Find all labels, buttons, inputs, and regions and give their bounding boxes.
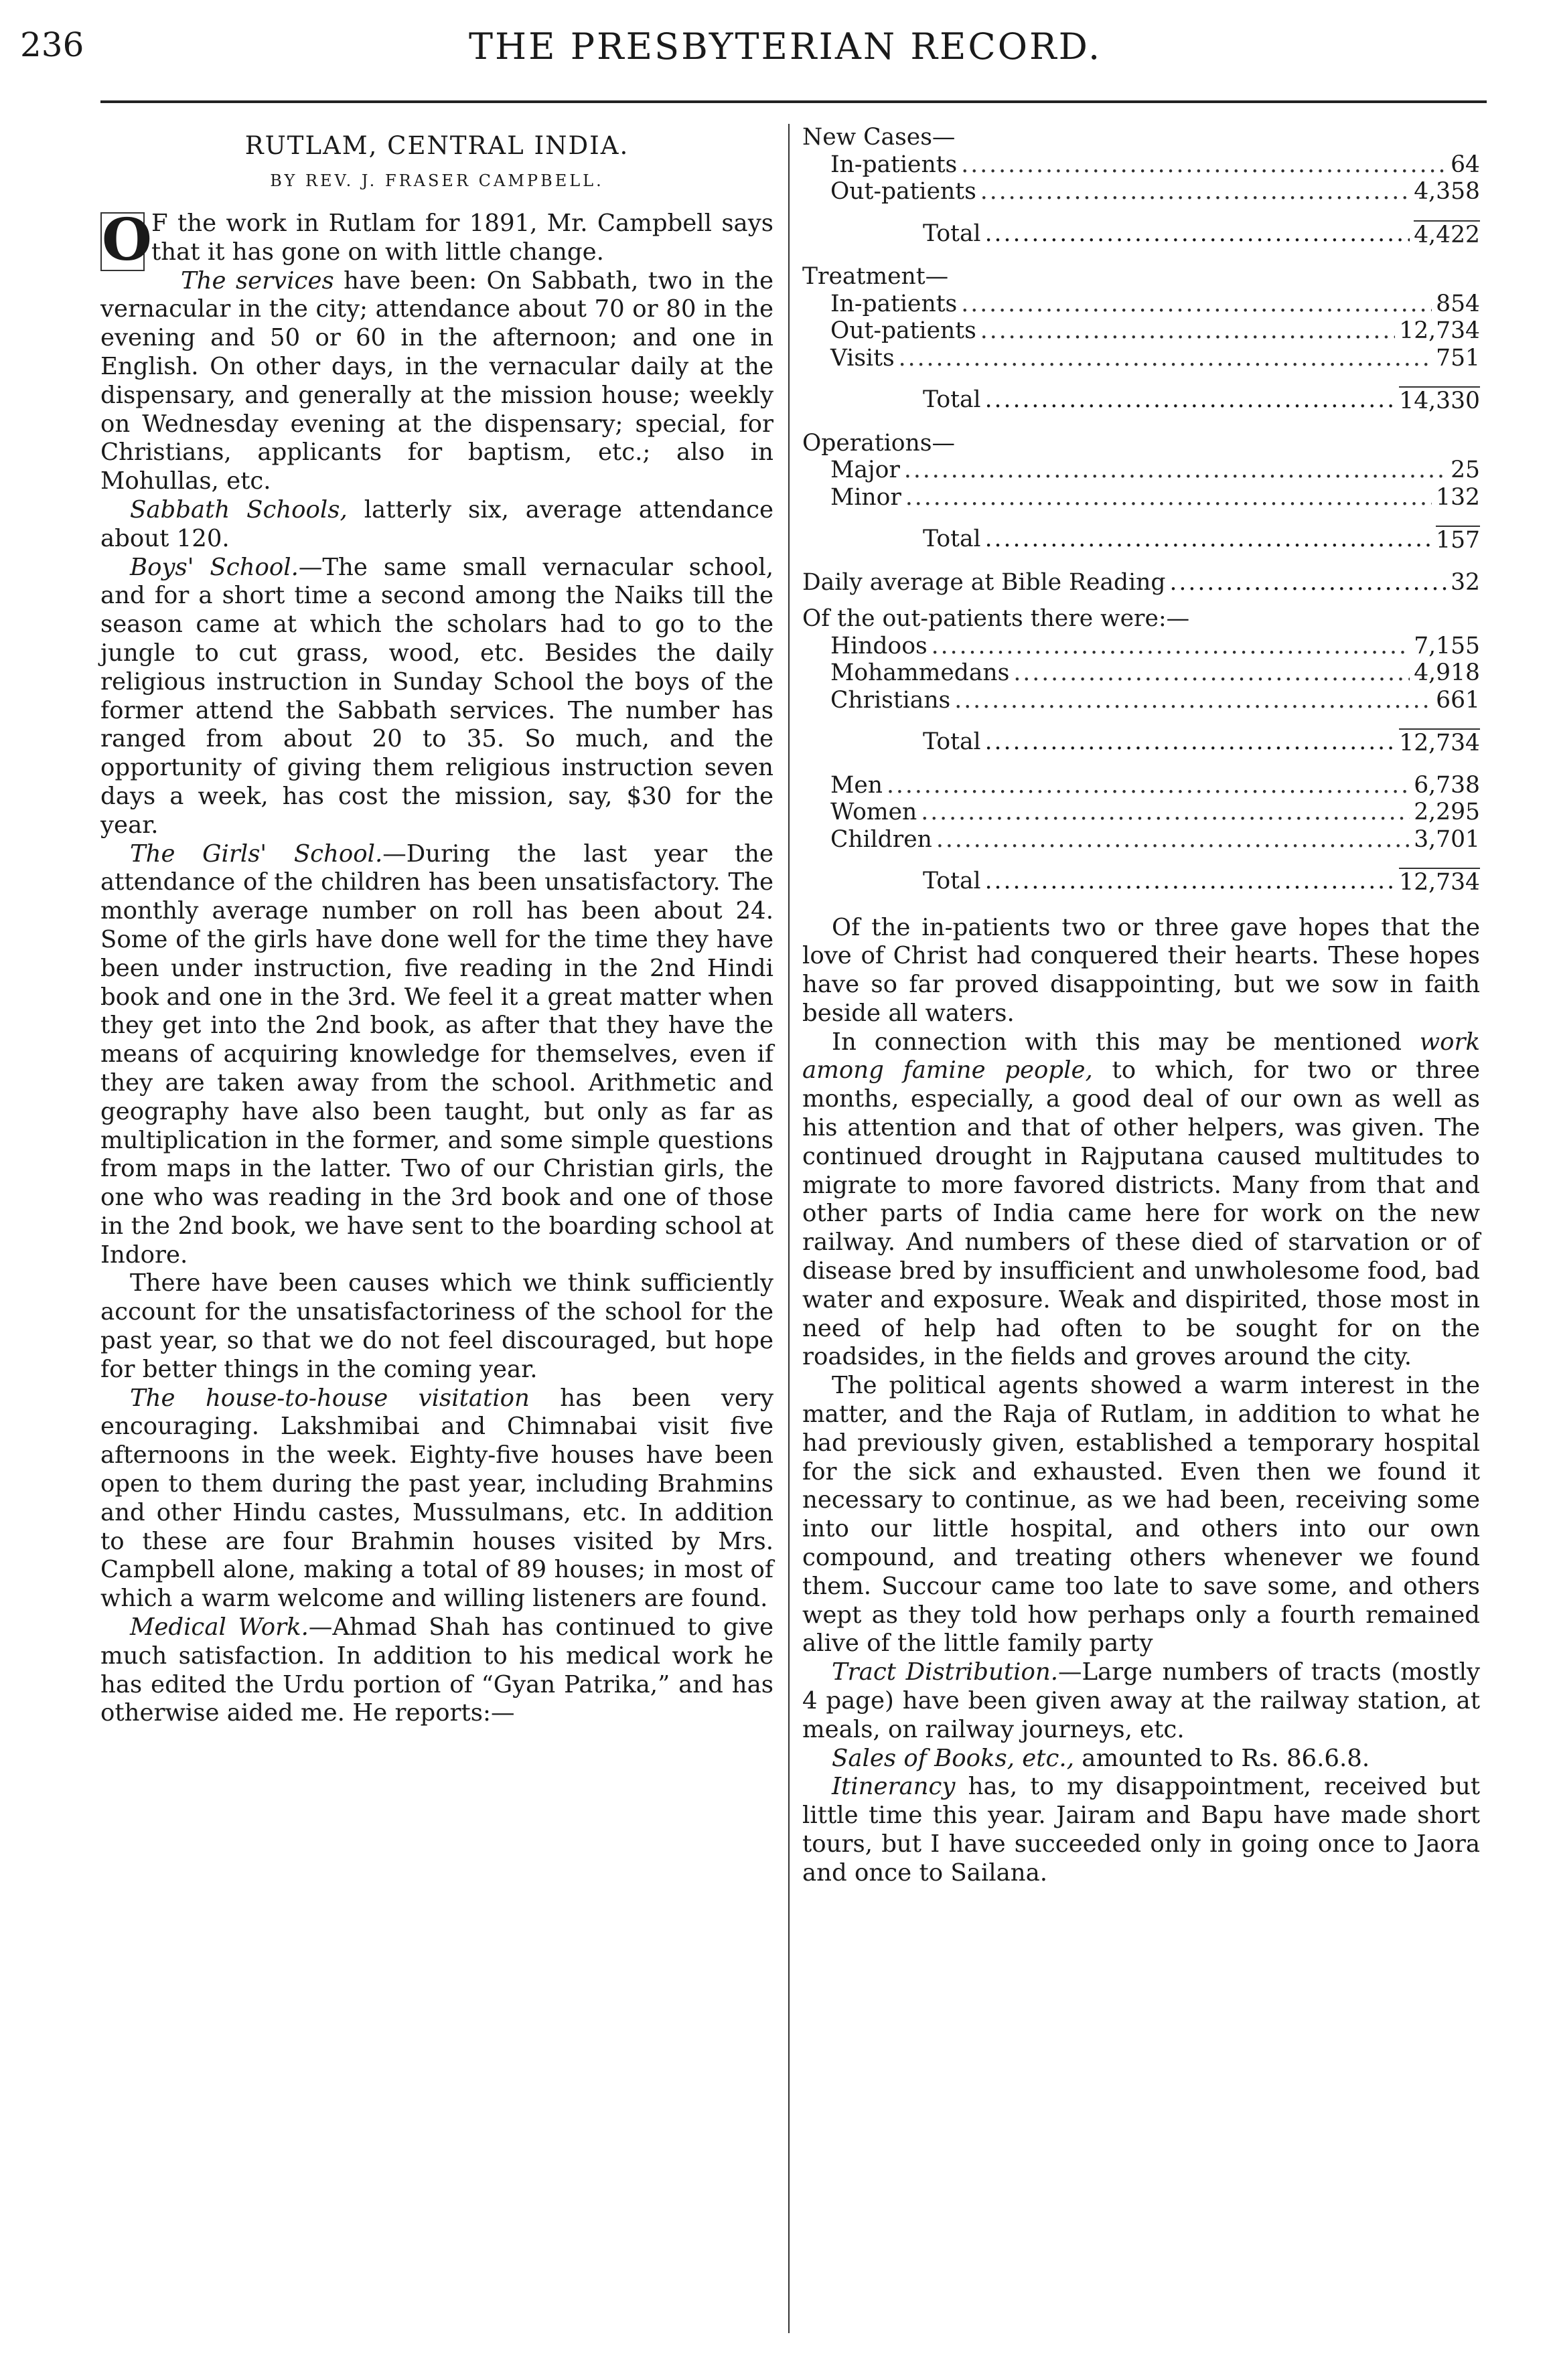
services-paragraph [100,267,773,496]
stat-label: Women [830,799,917,825]
stat-value: 64 [1451,151,1480,178]
paragraph-lead: Sabbath Schools, [130,495,348,524]
paragraph-text: have been: On Sabbath, two in the vernacular in the city; attendance about 70 or 80 in the evening and 50 or 60 in the afternoon; and one in English. On other days, in the vernacular daily at the dispensary, and generally at the mission house; weekly on Wednesday evening at the dispensary; special, for Christians, applicants for baptism, etc.; also in Mohullas, etc. [100,266,773,495]
stat-label: Hindoos [830,632,928,659]
stat-row [802,178,1480,206]
boys-school-paragraph [100,554,773,840]
stat-value: 7,155 [1414,632,1480,659]
paragraph-text: —Ahmad Shah has continued to give much satisfaction. In addition to his medical work he has edited the Urdu portion of “Gyan Patrika,” and has otherwise aided me. He reports:— [100,1613,773,1727]
stat-label: In-patients [830,151,958,178]
page-number: 236 [20,25,84,64]
total-label: Total [923,526,981,552]
leader-dots [980,317,1396,345]
sabbath-schools-paragraph [100,496,773,554]
stat-label: Minor [830,483,901,511]
stat-total-row [802,220,1480,249]
journal-title: THE PRESBYTERIAN RECORD. [469,25,1102,68]
medical-statistics-table [802,124,1480,896]
leader-dots [887,772,1410,799]
paragraph-text: latterly six, average attendance about 120. [100,495,773,552]
header-rule [100,100,1487,103]
paragraph-italic: work among famine people, [802,1028,1480,1085]
stat-row [802,317,1480,345]
girls-school-paragraph [100,840,773,1270]
leader-dots [985,386,1396,415]
paragraph-lead: Tract Distribution. [832,1658,1058,1686]
article-byline: BY REV. J. FRASER CAMPBELL. [270,171,604,190]
famine-paragraph [802,1028,1480,1372]
stat-value: 132 [1436,483,1480,511]
stat-row [802,772,1480,799]
stat-row [802,457,1480,484]
religion-heading: Of the out-patients there were:— [802,605,1190,632]
column-divider [788,124,790,2333]
leader-dots [936,826,1410,854]
right-column [802,124,1480,1888]
sales-of-books-paragraph [802,1745,1480,1773]
stat-value: 32 [1451,568,1480,596]
leader-dots [961,291,1432,318]
leader-dots [904,457,1447,484]
paragraph-lead: Sales of Books, etc., [832,1744,1075,1772]
stat-value: 3,701 [1414,825,1480,853]
in-patients-paragraph [802,914,1480,1028]
leader-dots [1169,569,1447,597]
stat-total-row [802,526,1480,554]
stat-value: 751 [1436,344,1480,372]
stat-value: 25 [1451,457,1480,483]
stat-row [802,151,1480,179]
stat-label: Major [830,457,900,483]
paragraph-text: The political agents showed a warm interest in the matter, and the Raja of Rutlam, in addition to what he had previously given, established a temporary hospital for the sick and exhausted. Even then we found it necessary to continue, as we had been, receiving some into our little hospital, and others into our own compound, and treating others whenever we found them. Succour came too late to save some, and others wept as they told how perhaps only a fourth remained alive of the little family party [802,1372,1480,1658]
treatment-heading: Treatment— [802,263,949,290]
stat-value: 6,738 [1414,771,1480,799]
paragraph-text: —The same small vernacular school, and for a short time a second among the Naiks till the season came at which the scholars had to go to the jungle to cut grass, wood, etc. Besides the daily religious instruction in Sunday School the boys of the former attend the Sabbath services. The number has ranged from about 20 to 35. So much, and the opportunity of giving them religious instruction seven days a week, has cost the mission, say, $30 for the year. [100,553,773,839]
drop-cap-ornament: O [102,206,152,274]
paragraph-text: has, to my disappointment, received but little time this year. Jairam and Bapu have made short tours, but I have succeeded only in going once to Jaora and once to Sailana. [802,1773,1480,1887]
itinerancy-paragraph [802,1773,1480,1887]
stat-row [802,687,1480,714]
medical-work-paragraph [100,1613,773,1728]
stat-label: Christians [830,686,951,714]
stat-total-row [802,728,1480,757]
stat-value: 661 [1436,686,1480,714]
stat-total-row [802,386,1480,415]
stat-value: 4,918 [1414,659,1480,686]
paragraph-text-tail: to which, for two or three months, especially, a good deal of our own as well as his attention and that of other helpers, was given. The continued drought in Rajputana caused multitudes to migrate to more favored districts. Many from that and other parts of India came here for work on the new railway. And numbers of these died of starvation or of disease bred by insufficient and unwholesome food, bad water and exposure. Weak and dispirited, those most in need of help had often to be sought for on the roadsides, in the fields and groves around the city. [802,1056,1481,1371]
stat-row [802,345,1480,372]
paragraph-text: amounted to Rs. 86.6.8. [1074,1744,1370,1772]
stat-label: Children [830,825,932,853]
paragraph-lead: The Girls' School. [130,840,383,868]
paragraph-text: —Large numbers of tracts (mostly 4 page) have been given away at the railway station, at meals, on railway journeys, etc. [802,1658,1480,1743]
total-label: Total [923,220,981,247]
paragraph-text: In connection with this may be mentioned [832,1028,1420,1056]
paragraph-text: There have been causes which we think sufficiently account for the unsatisfactoriness of the school for the past year, so that we do not feel discouraged, but hope for better things in the coming year. [100,1269,773,1383]
paragraph-text: Of the in-patients two or three gave hopes that the love of Christ had conquered their hearts. These hopes have so far proved disappointing, but we sow in faith beside all waters. [802,913,1480,1027]
leader-dots [985,220,1410,249]
stat-row [802,633,1480,660]
leader-dots [980,178,1410,206]
paragraph-text: has been very encouraging. Lakshmibai and Chimnabai visit five afternoons in the week. Eighty-five houses have been open to them during the past year, including Brahmins and other Hindu castes, Mussulmans, etc. In addition to these are four Brahmin houses visited by Mrs. Campbell alone, making a total of 89 houses; in most of which a warm welcome and willing listeners are found. [100,1384,774,1613]
stat-label: In-patients [830,290,958,317]
total-label: Total [923,386,981,413]
paragraph-lead: The house-to-house visitation [130,1384,530,1412]
leader-dots [905,484,1432,511]
leader-dots [921,799,1410,826]
running-head [0,0,1553,100]
leader-dots [932,633,1410,660]
total-value: 4,422 [1414,221,1480,248]
stat-row [802,659,1480,687]
stat-label: Men [830,771,883,799]
leader-dots [899,345,1432,372]
left-column [100,124,773,1728]
opening-paragraph [100,206,773,274]
operations-heading: Operations— [802,429,955,457]
total-value: 14,330 [1399,388,1480,414]
total-label: Total [923,728,981,755]
stat-label: Visits [830,344,895,372]
right-column-text [802,914,1480,1888]
leader-dots [985,728,1396,757]
stat-value: 854 [1436,290,1480,317]
causes-paragraph [100,1269,773,1384]
total-label: Total [923,868,981,894]
tract-distribution-paragraph [802,1658,1480,1744]
paragraph-lead: Boys' School. [130,553,299,581]
leader-dots [985,868,1396,896]
leader-dots [1013,659,1410,687]
stat-label: Daily average at Bible Reading [802,568,1166,596]
article-title: RUTLAM, CENTRAL INDIA. [244,131,630,160]
stat-row [802,826,1480,854]
political-agents-paragraph [802,1372,1480,1658]
leader-dots [985,526,1432,554]
stat-label: Out-patients [830,317,976,344]
bible-reading-row [802,569,1480,597]
stat-value: 4,358 [1414,178,1480,205]
new-cases-heading: New Cases— [802,124,956,151]
stat-value: 2,295 [1414,799,1480,825]
total-value: 12,734 [1399,869,1480,896]
paragraph-lead: Medical Work. [130,1613,309,1642]
leader-dots [954,687,1432,714]
paragraph-text: F the work in Rutlam for 1891, Mr. Campbell says that it has gone on with little change. [151,210,773,266]
leader-dots [961,151,1447,179]
stat-label: Mohammedans [830,659,1010,686]
paragraph-lead: Itinerancy [832,1773,956,1801]
total-value: 12,734 [1399,730,1480,757]
paragraph-lead: The services [181,266,334,295]
stat-label: Out-patients [830,178,976,205]
total-value: 157 [1436,527,1480,554]
stat-row [802,799,1480,826]
stat-total-row [802,868,1480,896]
paragraph-text: —During the last year the attendance of the children has been unsatisfactory. The monthly average number on roll has been about 24. Some of the girls have done well for the time they have been under instruction, five reading in the 2nd Hindi book and one in the 3rd. We feel it a great matter when they get into the 2nd book, as after that they have the means of acquiring knowledge for themselves, even if they are taken away from the school. Arithmetic and geography have also been taught, but only as far as multiplication in the former, and some simple questions from maps in the latter. Two of our Christian girls, the one who was reading in the 3rd book and one of those in the 2nd book, we have sent to the boarding school at Indore. [100,840,773,1269]
visitation-paragraph [100,1384,773,1613]
stat-row [802,484,1480,511]
stat-value: 12,734 [1399,317,1480,344]
stat-row [802,291,1480,318]
